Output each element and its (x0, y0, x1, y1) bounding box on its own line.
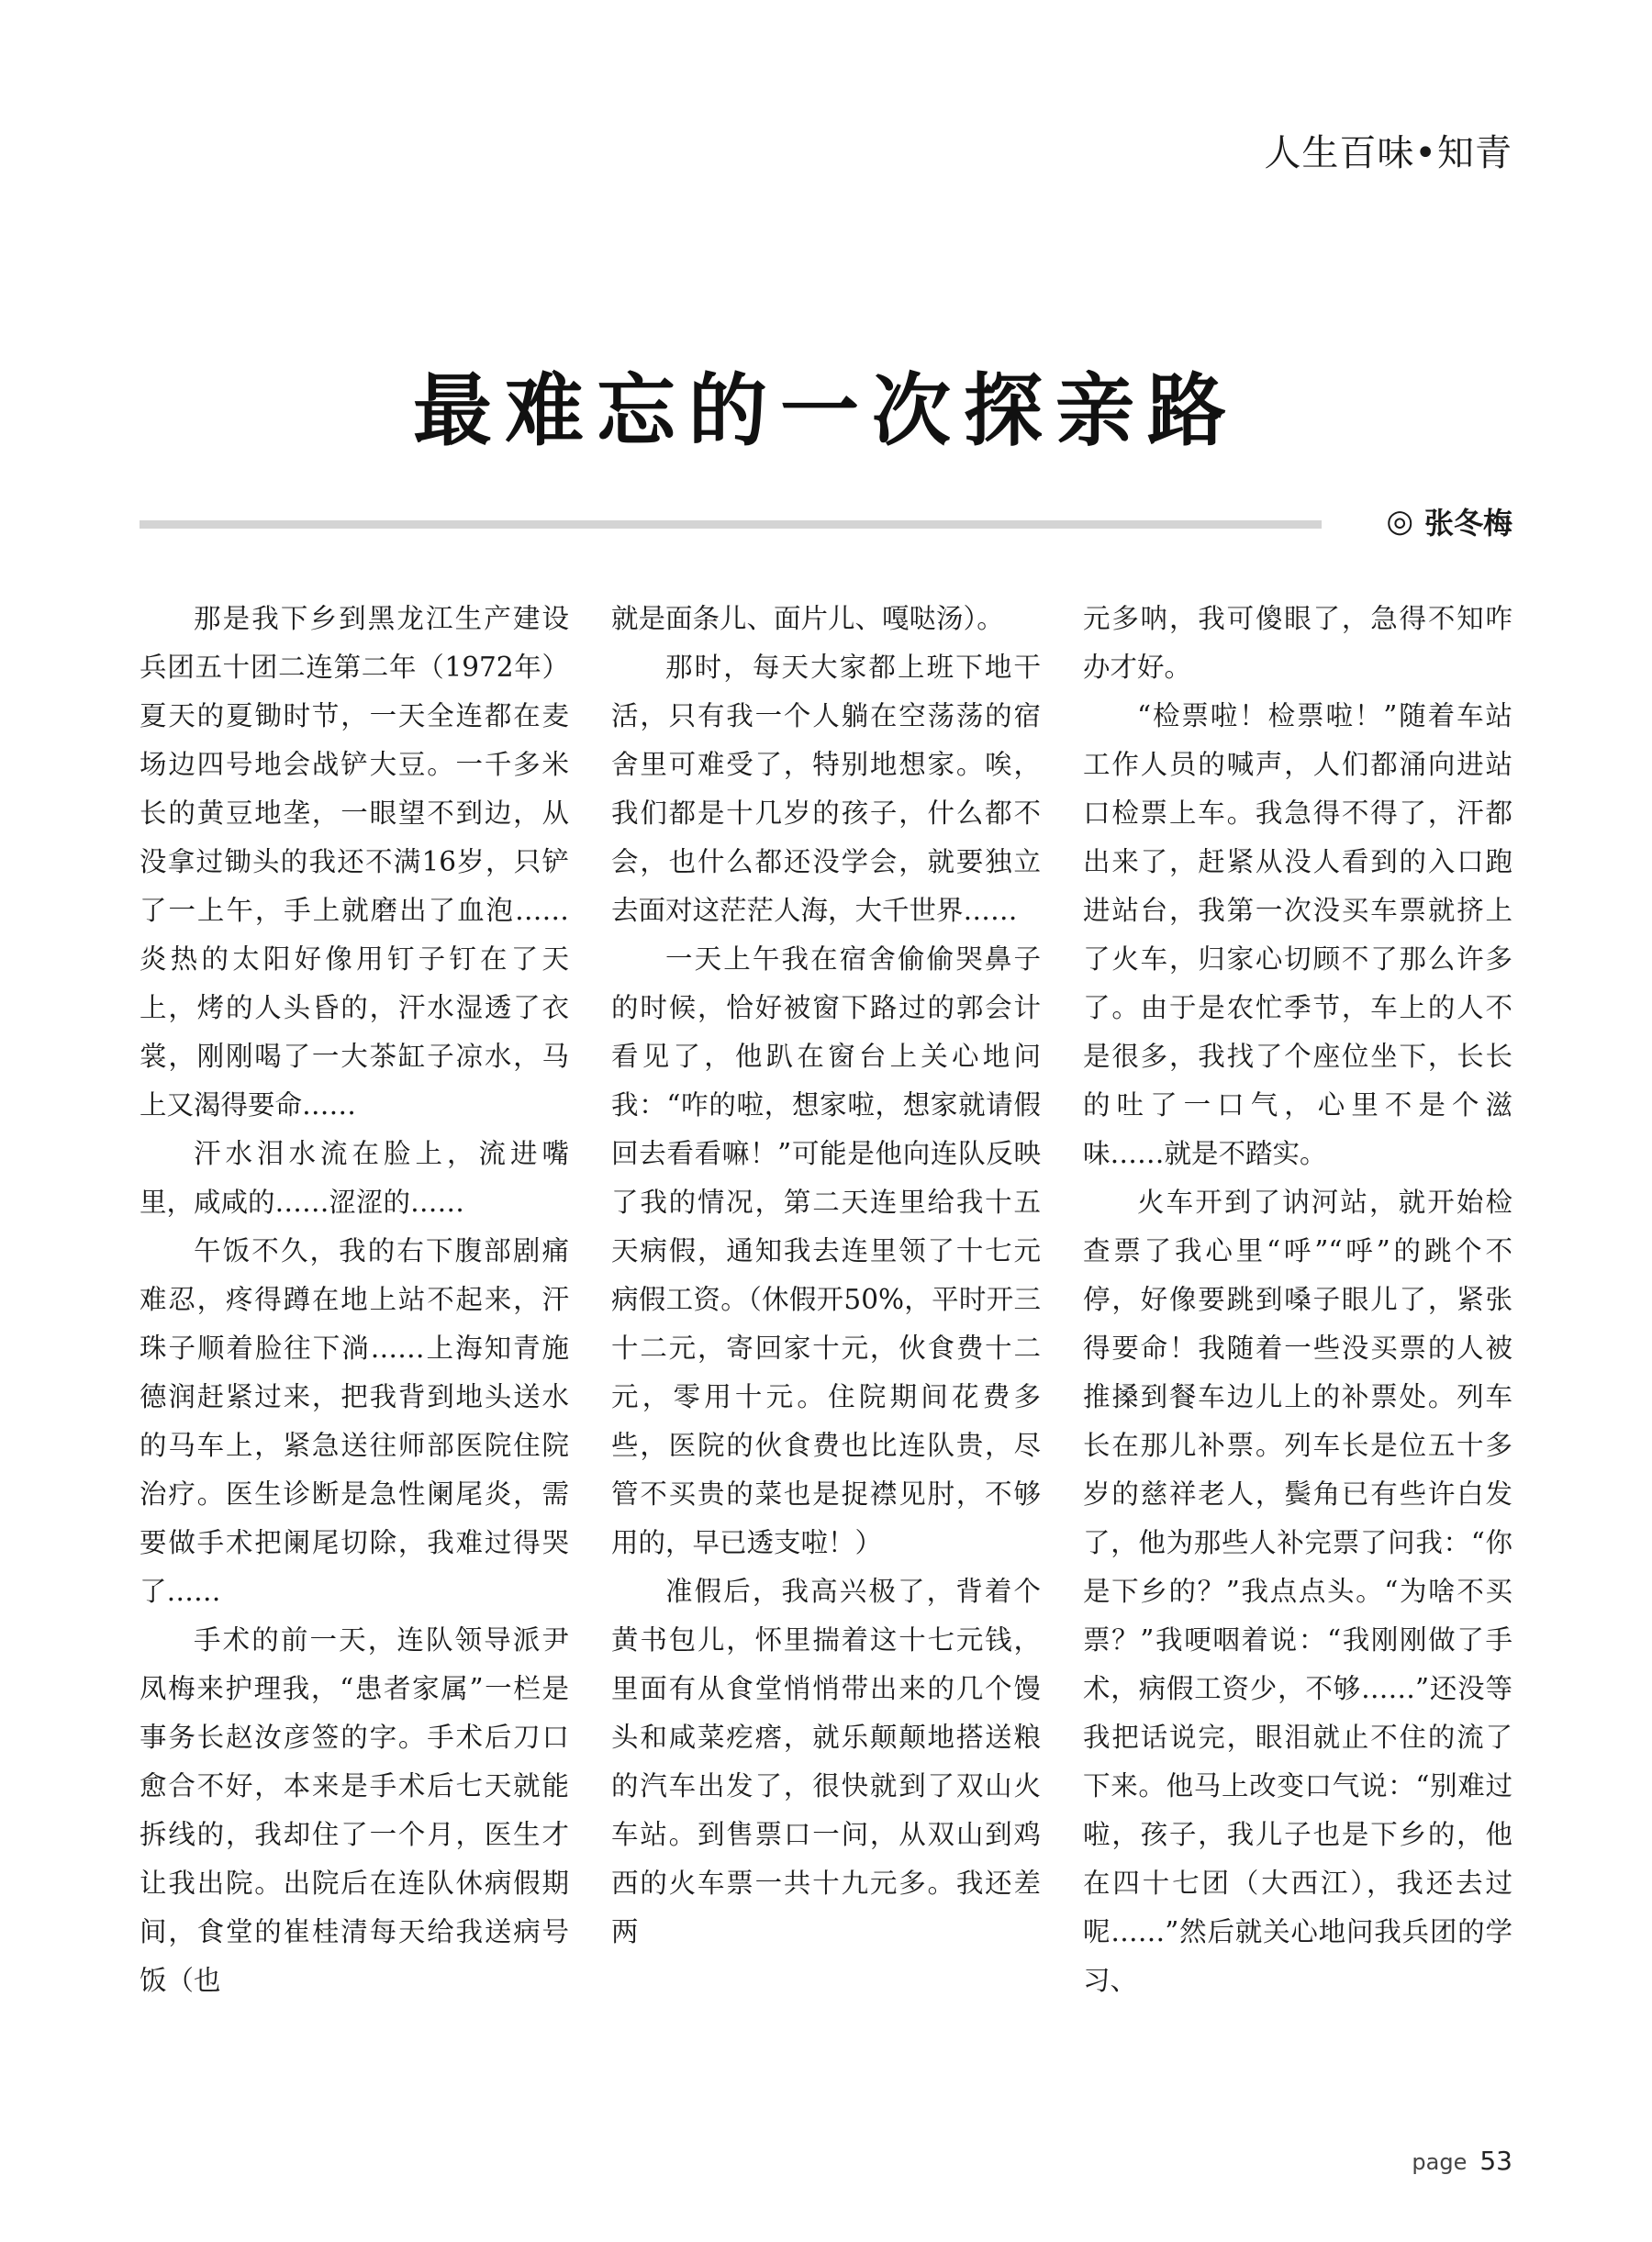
article-title: 最难忘的一次探亲路 (413, 365, 1239, 457)
column-2 (611, 595, 1041, 2100)
page-number-value: 53 (1479, 2146, 1512, 2176)
column-3 (1083, 595, 1512, 2100)
paragraph: 手术的前一天，连队领导派尹凤梅来护理我，“患者家属”一栏是事务长赵汝彦签的字。手术后刀口愈合不好，本来是手术后七天就能拆线的，我却住了一个月，医生才让我出院。出院后在连队休病假期间，食堂的崔桂清每天给我送病号饭（也 (140, 1624, 569, 1996)
paragraph-continued: 就是面条儿、面片儿、嘎哒汤）。 (611, 603, 1004, 634)
page-number (1412, 2146, 1512, 2176)
paragraph-continued: 元多呐，我可傻眼了，急得不知咋办才好。 (1083, 603, 1512, 683)
article-body (140, 595, 1512, 2100)
paragraph: 汗水泪水流在脸上，流进嘴里，咸咸的……涩涩的…… (140, 1138, 569, 1218)
paragraph: “检票啦！检票啦！”随着车站工作人员的喊声，人们都涌向进站口检票上车。我急得不得了，汗都出来了，赶紧从没人看到的入口跑进站台，我第一次没买车票就挤上了火车，归家心切顾不了那么许多了。由于是农忙季节，车上的人不是很多，我找了个座位坐下，长长的吐了一口气，心里不是个滋味……就是不踏实。 (1083, 700, 1512, 1169)
column-1 (140, 595, 569, 2100)
paragraph: 火车开到了讷河站，就开始检查票了我心里“呼”“呼”的跳个不停，好像要跳到嗓子眼儿了，紧张得要命！我随着一些没买票的人被推搡到餐车边儿上的补票处。列车长在那儿补票。列车长是位五十多岁的慈祥老人，鬓角已有些许白发了，他为那些人补完票了问我：“你是下乡的？”我点点头。“为啥不买票？”我哽咽着说：“我刚刚做了手术，病假工资少，不够……”还没等我把话说完，眼泪就止不住的流了下来。他马上改变口气说：“别难过啦，孩子，我儿子也是下乡的，他在四十七团（大西江），我还去过呢……”然后就关心地问我兵团的学习、 (1083, 1187, 1512, 1996)
paragraph: 那时，每天大家都上班下地干活，只有我一个人躺在空荡荡的宿舍里可难受了，特别地想家。唉，我们都是十几岁的孩子，什么都不会，也什么都还没学会，就要独立去面对这茫茫人海，大千世界…… (611, 652, 1041, 926)
author-name: 张冬梅 (1423, 506, 1512, 541)
author-mark-icon: ◎ (1386, 503, 1413, 540)
author-line (1386, 500, 1512, 542)
section-tag: 人生百味•知青 (1264, 132, 1512, 174)
paragraph: 那是我下乡到黑龙江生产建设兵团五十团二连第二年（1972年）夏天的夏锄时节，一天全连都在麦场边四号地会战铲大豆。一千多米长的黄豆地垄，一眼望不到边，从没拿过锄头的我还不满16岁，只铲了一上午，手上就磨出了血泡……炎热的太阳好像用钉子钉在了天上，烤的人头昏的，汗水湿透了衣裳，刚刚喝了一大茶缸子凉水，马上又渴得要命…… (140, 603, 569, 1121)
paragraph: 一天上午我在宿舍偷偷哭鼻子的时候，恰好被窗下路过的郭会计看见了，他趴在窗台上关心地问我：“咋的啦，想家啦，想家就请假回去看看嘛！”可能是他向连队反映了我的情况，第二天连里给我十五天病假，通知我去连里领了十七元病假工资。（休假开50%，平时开三十二元，寄回家十元，伙食费十二元，零用十元。住院期间花费多些，医院的伙食费也比连队贵，尽管不买贵的菜也是捉襟见肘，不够用的，早已透支啦！） (611, 943, 1041, 1558)
paragraph: 准假后，我高兴极了，背着个黄书包儿，怀里揣着这十七元钱，里面有从食堂悄悄带出来的几个馒头和咸菜疙瘩，就乐颠颠地搭送粮的汽车出发了，很快就到了双山火车站。到售票口一问，从双山到鸡西的火车票一共十九元多。我还差两 (611, 1576, 1041, 1947)
title-divider (140, 520, 1322, 529)
page-label: page (1412, 2149, 1468, 2175)
paragraph: 午饭不久，我的右下腹部剧痛难忍，疼得蹲在地上站不起来，汗珠子顺着脸往下淌……上海知青施德润赶紧过来，把我背到地头送水的马车上，紧急送往师部医院住院治疗。医生诊断是急性阑尾炎，需要做手术把阑尾切除，我难过得哭了…… (140, 1235, 569, 1607)
